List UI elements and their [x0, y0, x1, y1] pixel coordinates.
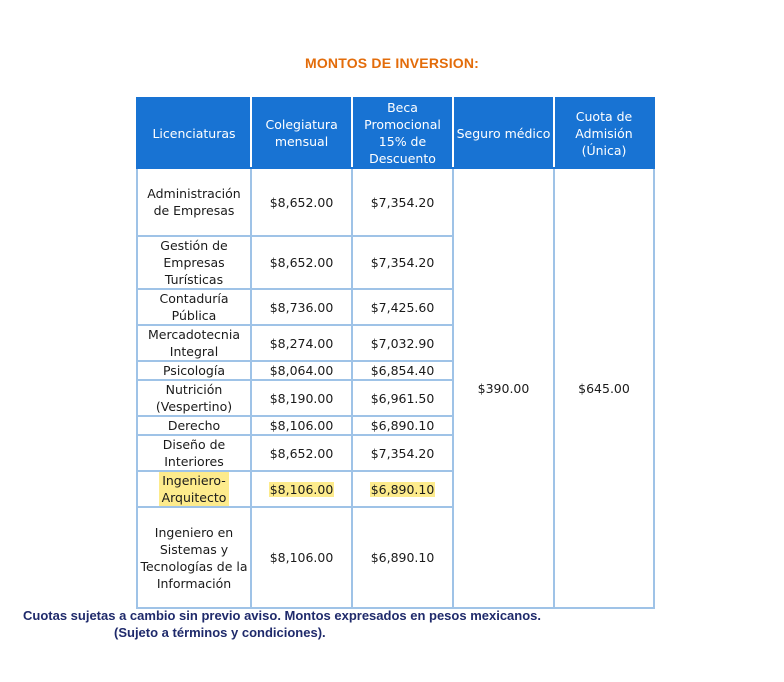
- scholarship-price-cell-text: $7,425.60: [370, 299, 435, 315]
- career-name-cell: [137, 236, 251, 289]
- scholarship-price-cell-text: $6,854.40: [370, 363, 435, 378]
- career-name-cell-text: Psicología: [162, 363, 225, 378]
- fees-table: [136, 97, 655, 609]
- career-name-cell: [137, 361, 251, 380]
- career-name-cell: [137, 507, 251, 608]
- scholarship-price-cell-text: $6,890.10: [370, 481, 435, 497]
- monthly-tuition-cell: [251, 325, 352, 361]
- header-careers: Licenciaturas: [137, 98, 251, 168]
- career-name-cell-text: Ingeniero-Arquitecto: [159, 472, 229, 506]
- career-name-cell: [137, 289, 251, 325]
- scholarship-price-cell: [352, 168, 453, 236]
- header-admission-fee: Cuota de Admisión (Única): [554, 98, 654, 168]
- monthly-tuition-cell: [251, 416, 352, 435]
- footer-terms: (Sujeto a términos y condiciones).: [114, 625, 326, 640]
- header-medical-insurance: Seguro médico: [453, 98, 554, 168]
- scholarship-price-cell-text: $7,032.90: [370, 335, 435, 351]
- header-monthly-tuition: Colegiatura mensual: [251, 98, 352, 168]
- career-name-cell-text: Administración de Empresas: [147, 186, 241, 218]
- scholarship-price-cell: [352, 380, 453, 416]
- scholarship-price-cell: [352, 289, 453, 325]
- table-row: [137, 168, 654, 236]
- scholarship-price-cell: [352, 361, 453, 380]
- scholarship-price-cell: [352, 325, 453, 361]
- monthly-tuition-cell-text: $8,064.00: [269, 363, 334, 378]
- admission-fee-cell-text: $645.00: [578, 380, 630, 396]
- scholarship-price-cell-text: $7,354.20: [370, 194, 435, 210]
- monthly-tuition-cell-text: $8,106.00: [269, 550, 334, 565]
- monthly-tuition-cell-text: $8,106.00: [269, 481, 334, 497]
- scholarship-price-cell-text: $6,961.50: [370, 390, 435, 406]
- monthly-tuition-cell-text: $8,274.00: [269, 335, 334, 351]
- scholarship-price-cell: [352, 236, 453, 289]
- career-name-cell: [137, 325, 251, 361]
- scholarship-price-cell-text: $6,890.10: [370, 550, 435, 565]
- monthly-tuition-cell-text: $8,190.00: [269, 390, 334, 406]
- monthly-tuition-cell: [251, 380, 352, 416]
- monthly-tuition-cell: [251, 435, 352, 471]
- monthly-tuition-cell: [251, 236, 352, 289]
- scholarship-price-cell: [352, 435, 453, 471]
- scholarship-price-cell-text: $7,354.20: [370, 445, 435, 461]
- monthly-tuition-cell-text: $8,652.00: [269, 194, 334, 210]
- scholarship-price-cell: [352, 471, 453, 507]
- monthly-tuition-cell: [251, 168, 352, 236]
- career-name-cell-text: Derecho: [167, 418, 221, 433]
- career-name-cell: [137, 416, 251, 435]
- admission-fee-cell: [554, 168, 654, 608]
- scholarship-price-cell: [352, 416, 453, 435]
- table-header-row: [137, 98, 654, 168]
- medical-insurance-cell: [453, 168, 554, 608]
- scholarship-price-cell: [352, 507, 453, 608]
- career-name-cell-text: Mercadotecnia Integral: [148, 327, 240, 359]
- monthly-tuition-cell: [251, 471, 352, 507]
- career-name-cell-text: Ingeniero en Sistemas y Tecnologías de la Información: [140, 524, 248, 591]
- monthly-tuition-cell-text: $8,106.00: [269, 418, 334, 433]
- monthly-tuition-cell: [251, 289, 352, 325]
- career-name-cell-text: Diseño de Interiores: [162, 437, 226, 469]
- monthly-tuition-cell: [251, 361, 352, 380]
- career-name-cell-text: Gestión de Empresas Turísticas: [160, 238, 228, 287]
- monthly-tuition-cell-text: $8,652.00: [269, 255, 334, 270]
- scholarship-price-cell-text: $6,890.10: [370, 418, 435, 433]
- career-name-cell-text: Contaduría Pública: [159, 291, 229, 323]
- career-name-cell: [137, 471, 251, 507]
- medical-insurance-cell-text: $390.00: [477, 380, 530, 396]
- monthly-tuition-cell: [251, 507, 352, 608]
- monthly-tuition-cell-text: $8,736.00: [269, 299, 334, 315]
- career-name-cell-text: Nutrición (Vespertino): [155, 382, 233, 414]
- career-name-cell: [137, 380, 251, 416]
- footer-disclaimer: Cuotas sujetas a cambio sin previo aviso. Montos expresados en pesos mexicanos.: [23, 608, 542, 623]
- monthly-tuition-cell-text: $8,652.00: [269, 445, 334, 461]
- career-name-cell: [137, 168, 251, 236]
- scholarship-price-cell-text: $7,354.20: [370, 255, 435, 270]
- page-title: MONTOS DE INVERSION:: [304, 55, 480, 71]
- header-scholarship: Beca Promocional 15% de Descuento: [352, 98, 453, 168]
- career-name-cell: [137, 435, 251, 471]
